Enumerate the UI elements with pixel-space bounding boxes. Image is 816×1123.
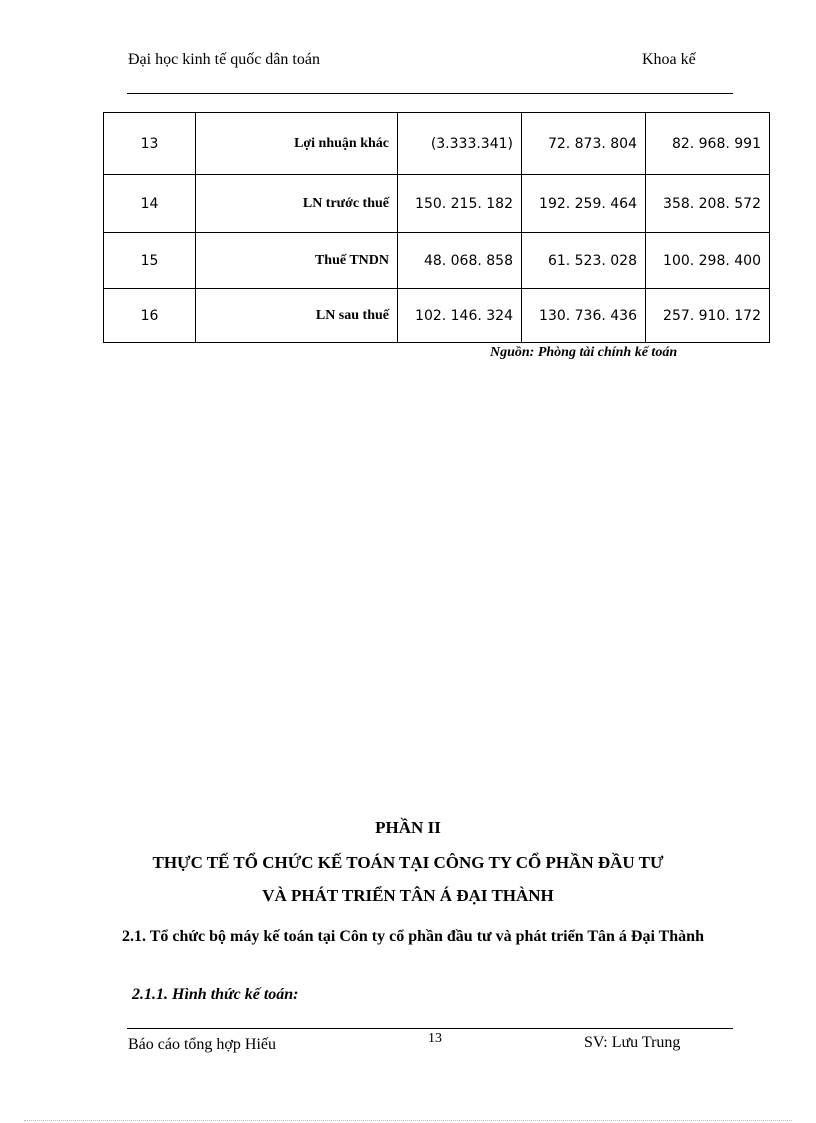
- row-value-1: (3.333.341): [398, 113, 522, 175]
- header-divider: [127, 93, 733, 94]
- subsection-heading: 2.1.1. Hình thức kế toán:: [132, 986, 299, 1003]
- row-label: LN sau thuế: [196, 289, 398, 343]
- row-value-3: 358. 208. 572: [646, 175, 770, 233]
- table-source-note: Nguồn: Phòng tài chính kế toán: [490, 345, 678, 360]
- financial-table: [103, 112, 770, 343]
- row-value-2: 192. 259. 464: [522, 175, 646, 233]
- row-value-1: 150. 215. 182: [398, 175, 522, 233]
- table-row: [104, 113, 770, 175]
- table-row: [104, 175, 770, 233]
- row-value-3: 100. 298. 400: [646, 233, 770, 289]
- row-value-3: 257. 910. 172: [646, 289, 770, 343]
- row-number: 14: [104, 175, 196, 233]
- row-number: 15: [104, 233, 196, 289]
- row-value-1: 102. 146. 324: [398, 289, 522, 343]
- footer-divider: [127, 1028, 733, 1029]
- page-number: 13: [428, 1031, 442, 1046]
- table-row: [104, 233, 770, 289]
- page-bottom-edge: [24, 1120, 792, 1121]
- row-value-2: 130. 736. 436: [522, 289, 646, 343]
- footer-left: Báo cáo tổng hợp Hiếu: [128, 1036, 276, 1053]
- row-value-1: 48. 068. 858: [398, 233, 522, 289]
- row-label: LN trước thuế: [196, 175, 398, 233]
- row-number: 16: [104, 289, 196, 343]
- part-title-line-1: THỰC TẾ TỔ CHỨC KẾ TOÁN TẠI CÔNG TY CỔ PHẦN ĐẦU TƯ: [152, 853, 664, 872]
- header-left: Đại học kinh tế quốc dân toán: [128, 51, 320, 68]
- part-number: PHẦN II: [375, 818, 441, 837]
- row-value-2: 61. 523. 028: [522, 233, 646, 289]
- table-row: [104, 289, 770, 343]
- row-value-3: 82. 968. 991: [646, 113, 770, 175]
- section-heading: 2.1. Tổ chức bộ máy kế toán tại Côn ty cổ phần đầu tư và phát triển Tân á Đại Thành: [122, 928, 704, 945]
- footer-right: SV: Lưu Trung: [584, 1034, 681, 1051]
- row-number: 13: [104, 113, 196, 175]
- row-label: Thuế TNDN: [196, 233, 398, 289]
- header-right: Khoa kế: [642, 51, 696, 68]
- row-label: Lợi nhuận khác: [196, 113, 398, 175]
- part-title-line-2: VÀ PHÁT TRIỂN TÂN Á ĐẠI THÀNH: [262, 886, 554, 905]
- row-value-2: 72. 873. 804: [522, 113, 646, 175]
